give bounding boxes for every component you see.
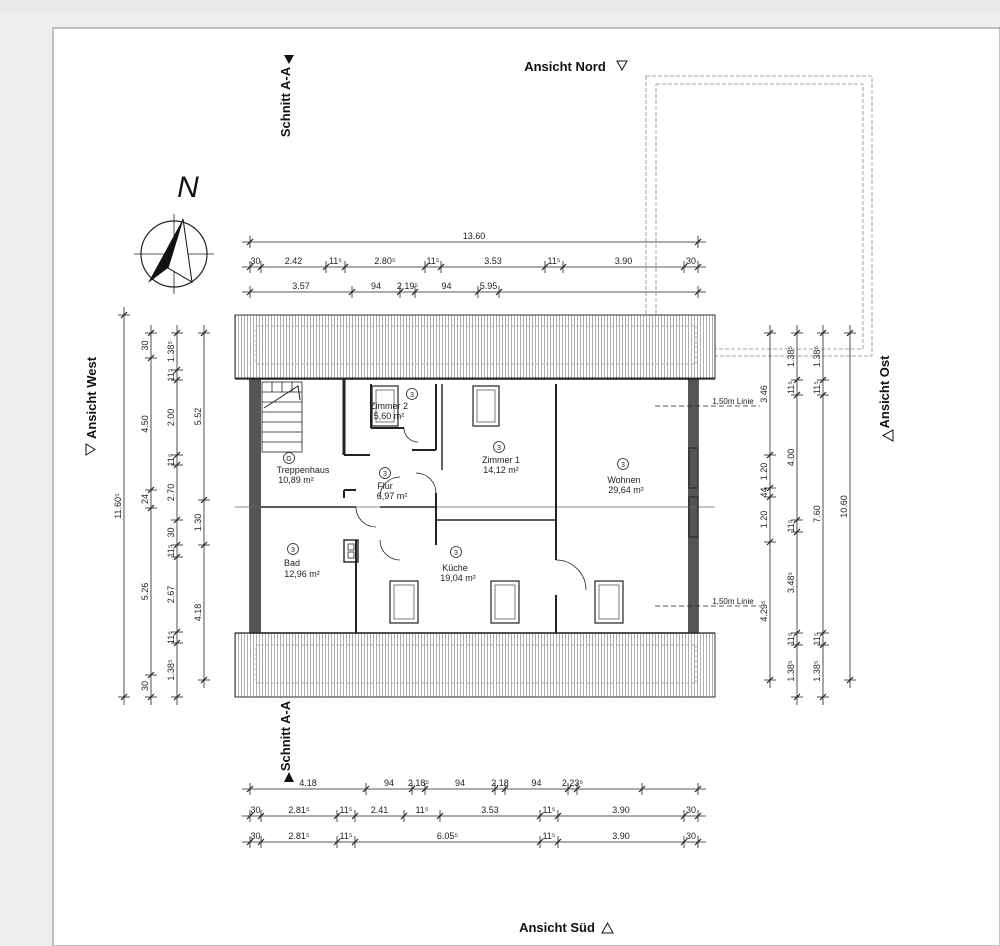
- dim-top-row1-label: 3.90: [614, 256, 633, 266]
- dim-right-mid-label: 4.29⁵: [759, 600, 769, 622]
- room-kueche-name: Küche: [442, 563, 468, 573]
- dim-bottom-row1-label: 94: [531, 778, 542, 788]
- dim-right-third-label: 1.38⁵: [812, 345, 822, 368]
- room-bad-area: 12,96 m²: [284, 569, 320, 579]
- ansicht-ost-label: Ansicht Ost: [877, 355, 892, 429]
- dim-bottom-row1-label: 94: [454, 778, 466, 788]
- dim-bottom-row2-label: 2.81⁵: [288, 805, 310, 815]
- linie-bottom-label: 1,50m Linie: [712, 597, 754, 606]
- room-zimmer2-area: 5,60 m²: [373, 411, 405, 421]
- dim-left-inner-label: 2.70: [166, 483, 176, 502]
- dim-right-mid-label: 1.20: [759, 510, 769, 529]
- dim-right-inner-label: 11⁵: [786, 519, 796, 533]
- room-wohnen-area: 29,64 m²: [608, 485, 644, 495]
- ansicht-west-label: Ansicht West: [84, 356, 99, 440]
- schnitt-bottom-label: Schnitt A-A: [278, 700, 293, 772]
- top-band: [0, 0, 1000, 12]
- dim-left-mid-label: 30: [140, 340, 150, 351]
- dim-bottom-row1-label: 94: [383, 778, 395, 788]
- dim-right-mid-label: 44: [759, 487, 769, 498]
- dim-bottom-row1-label: 2.18⁵: [407, 778, 430, 788]
- room-flur-area: 6,97 m²: [376, 491, 408, 501]
- dim-right-third-label: 11⁵: [812, 632, 822, 646]
- dim-left-inner-label: 2.00: [166, 408, 176, 427]
- dim-right-mid-label: 3.46: [759, 385, 769, 403]
- room-bad-name: Bad: [283, 558, 301, 568]
- room-zimmer2-num: 3: [410, 392, 414, 399]
- dim-left-inner-label: 2.67: [166, 585, 176, 604]
- dim-left-inner-label: 1.38⁵: [166, 659, 176, 681]
- dim-bottom-row3-label: 2.81⁵: [288, 831, 310, 841]
- dim-top-row2-label: 94: [441, 281, 452, 291]
- dim-bottom-row1-label: 2.23⁵: [561, 778, 584, 788]
- roof-bottom: [235, 633, 715, 697]
- dim-left-mid-label: 4.50: [140, 415, 150, 433]
- dim-right-inner-label: 11⁵: [786, 632, 796, 646]
- dim-left-inner-label: 1.38⁵: [166, 340, 176, 363]
- dim-right-third-label: 7.60: [812, 505, 822, 523]
- dim-right-inner-label: 4.00: [786, 448, 796, 467]
- room-treppenhaus-name: Treppenhaus: [276, 465, 330, 475]
- dim-bottom-row2-label: 11⁵: [415, 805, 429, 815]
- dim-top-total-label: 13.60: [462, 231, 486, 241]
- dim-right-inner-label: 11⁵: [786, 380, 796, 395]
- dim-top-row1-label: 11⁵: [547, 256, 561, 266]
- dim-left-mid-label: 30: [140, 680, 150, 692]
- dim-bottom-row2-label: 30: [250, 805, 261, 815]
- dim-bottom-row2-label: 11⁵: [339, 805, 353, 815]
- dim-left-inner-label: 11⁵: [166, 368, 176, 382]
- dim-bottom-row3-label: 6.05⁵: [436, 831, 459, 841]
- north-letter: N: [177, 171, 199, 204]
- room-flur-num: 3: [383, 471, 387, 478]
- dim-top-row1-label: 30: [250, 256, 261, 266]
- dim-top-row1-label: 2.42: [284, 256, 303, 266]
- dim-left-inner-label: 11⁵: [166, 544, 176, 558]
- dim-bottom-row1-label: 2.18: [491, 778, 509, 788]
- dim-right-third-label: 1.38⁵: [812, 660, 822, 682]
- dim-left-inner-label: 11⁵: [166, 453, 176, 467]
- dim-bottom-row2-label: 11⁵: [542, 805, 556, 815]
- dim-right-inner-label: 1.38⁵: [786, 660, 796, 682]
- dim-top-row2-label: 94: [370, 281, 382, 291]
- room-kueche-area: 19,04 m²: [440, 573, 476, 583]
- dim-top-row1-label: 11⁵: [426, 256, 440, 266]
- dim-right-outer-label: 10.60: [839, 495, 849, 518]
- dim-bottom-row3-label: 3.90: [612, 831, 630, 841]
- dim-left-third-label: 4.18: [193, 603, 203, 622]
- room-wohnen-name: Wohnen: [607, 475, 641, 485]
- room-treppenhaus-area: 10,89 m²: [278, 475, 314, 485]
- dim-top-row1-label: 2.80⁵: [374, 256, 396, 266]
- ansicht-nord-label: Ansicht Nord: [524, 59, 606, 74]
- dim-left-inner-label: 11⁵: [166, 630, 176, 645]
- dim-right-inner-label: 1.38⁵: [786, 345, 796, 368]
- room-zimmer2-name: Zimmer 2: [370, 401, 408, 411]
- dim-bottom-row1-label: 4.18: [299, 778, 317, 788]
- dim-top-row1-label: 3.53: [484, 256, 502, 266]
- dim-bottom-row2-label: 2.41: [370, 805, 389, 815]
- dim-top-row1-label: 11⁵: [328, 256, 343, 266]
- room-bad-num: 3: [291, 547, 295, 554]
- roof-top: [235, 315, 715, 378]
- dim-bottom-row3-label: 11⁵: [339, 831, 353, 841]
- dim-top-row1-label: 30: [685, 256, 697, 266]
- dim-left-third-label: 5.52: [193, 407, 203, 426]
- room-kueche-num: 3: [454, 550, 458, 557]
- schnitt-top-label: Schnitt A-A: [278, 66, 293, 138]
- room-zimmer1-name: Zimmer 1: [482, 455, 520, 465]
- room-zimmer1-num: 3: [497, 445, 501, 452]
- dim-bottom-row3-label: 30: [250, 831, 261, 841]
- dim-bottom-row3-label: 30: [685, 831, 697, 841]
- dim-top-row2-label: 3.57: [292, 281, 310, 291]
- room-flur-name: Flur: [377, 481, 393, 491]
- dim-bottom-row2-label: 3.90: [612, 805, 630, 815]
- dim-left-outer-label: 11.60⁵: [113, 493, 123, 519]
- dim-bottom-row2-label: 3.53: [481, 805, 499, 815]
- dim-right-third-label: 11⁵: [812, 380, 822, 395]
- room-treppenhaus-num: G: [286, 456, 292, 463]
- dim-bottom-row3-label: 11⁵: [542, 831, 556, 841]
- walls: [235, 379, 760, 633]
- room-wohnen-num: 3: [621, 462, 625, 469]
- ansicht-sued-label: Ansicht Süd: [519, 920, 595, 935]
- dim-right-mid-label: 1.20: [759, 462, 769, 481]
- dim-left-inner-label: 30: [166, 527, 176, 538]
- room-zimmer1-area: 14,12 m²: [483, 465, 519, 475]
- dim-left-third-label: 1.30: [193, 513, 203, 532]
- dim-top-row2-label: 5.95: [479, 281, 498, 291]
- staircase: [262, 382, 302, 452]
- dim-left-mid-label: 24: [140, 493, 150, 505]
- dim-top-row2-label: 2.19⁵: [396, 281, 419, 291]
- dim-right-inner-label: 3.48⁵: [786, 571, 796, 594]
- dim-bottom-row2-label: 30: [685, 805, 697, 815]
- dim-left-mid-label: 5.26: [140, 582, 150, 601]
- linie-top-label: 1,50m Linie: [712, 397, 754, 406]
